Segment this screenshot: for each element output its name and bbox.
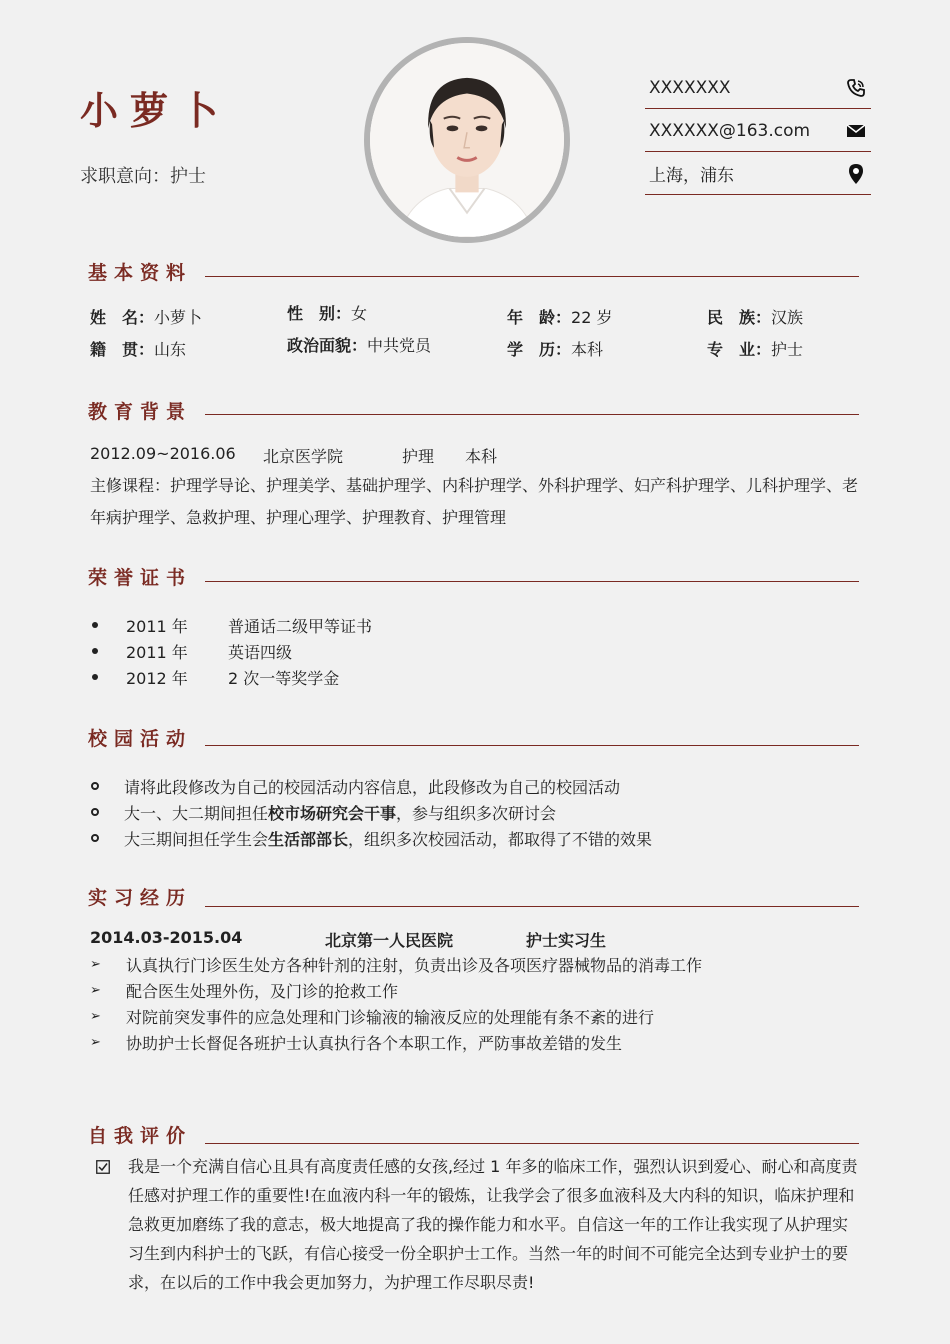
arrow-bullet-icon: ➢ bbox=[90, 982, 101, 998]
job-target-value: 护士 bbox=[170, 166, 206, 187]
honors-list bbox=[88, 612, 372, 690]
edu-major: 护理 bbox=[402, 447, 435, 466]
section-divider bbox=[205, 1143, 859, 1144]
list-item: 请将此段修改为自己的校园活动内容信息，此段修改为自己的校园活动 bbox=[88, 773, 652, 799]
edu-courses-line1: 主修课程：护理学导论、护理美学、基础护理学、内科护理学、外科护理学、妇产科护理学、儿科护理学、老 bbox=[90, 476, 859, 495]
info-political: 政治面貌：中共党员 bbox=[287, 336, 432, 355]
profile-photo bbox=[364, 37, 570, 243]
bullet-ring-icon bbox=[91, 782, 99, 790]
edu-degree: 本科 bbox=[465, 447, 498, 466]
self-evaluation-text: 我是一个充满自信心且具有高度责任感的女孩,经过 1 年多的临床工作，强烈认识到爱心、耐心和高度责任感对护理工作的重要性!在血液内科一年的锻炼，让我学会了很多血液科及大内科的知识，临床护理和急救更加磨练了我的意志，极大地提高了我的操作能力和水平。自信这一年的工作让我实现了从护理实习生到内科护士的飞跃，有信心接受一份全职护士工作。当然一年的时间不可能完全达到专业护士的要求，在以后的工作中我会更加努力，为护理工作尽职尽责! bbox=[128, 1157, 858, 1292]
section-title-campus: 校园活动 bbox=[88, 728, 193, 750]
info-education: 学 历：本科 bbox=[507, 340, 604, 359]
map-pin-icon bbox=[845, 163, 867, 185]
bullet-dot-icon bbox=[92, 622, 98, 628]
edu-courses-line2: 年病护理学、急救护理、护理心理学、护理教育、护理管理 bbox=[90, 508, 507, 527]
email-text: XXXXXX@163.com bbox=[649, 120, 811, 141]
edu-school: 北京医学院 bbox=[263, 447, 344, 466]
info-ethnicity: 民 族：汉族 bbox=[707, 308, 804, 327]
info-gender: 性 别：女 bbox=[287, 304, 368, 323]
contact-location bbox=[645, 153, 871, 195]
location-text: 上海，浦东 bbox=[649, 166, 734, 186]
section-title-basic: 基本资料 bbox=[88, 262, 193, 284]
phone-icon bbox=[845, 77, 867, 99]
phone-text: XXXXXXX bbox=[649, 77, 731, 98]
info-name: 姓 名：小萝卜 bbox=[90, 308, 203, 327]
list-item: 2011 年 普通话二级甲等证书 bbox=[88, 612, 372, 638]
section-divider bbox=[205, 414, 859, 415]
list-item: ➢ 配合医生处理外伤，及门诊的抢救工作 bbox=[90, 981, 399, 1001]
section-divider bbox=[205, 745, 859, 746]
intern-period: 2014.03-2015.04 bbox=[90, 928, 243, 947]
section-title-self: 自我评价 bbox=[88, 1125, 193, 1147]
bullet-dot-icon bbox=[92, 674, 98, 680]
edu-period: 2012.09~2016.06 bbox=[90, 444, 236, 463]
section-divider bbox=[205, 906, 859, 907]
intern-hospital: 北京第一人民医院 bbox=[325, 931, 454, 950]
info-major: 专 业：护士 bbox=[707, 340, 804, 359]
list-item: ➢ 协助护士长督促各班护士认真执行各个本职工作，严防事故差错的发生 bbox=[90, 1033, 623, 1053]
campus-list bbox=[88, 773, 652, 851]
contact-email bbox=[645, 110, 871, 152]
job-target bbox=[80, 162, 206, 188]
candidate-name: 小萝卜 bbox=[80, 89, 231, 133]
list-item: ➢ 认真执行门诊医生处方各种针剂的注射，负责出诊及各项医疗器械物品的消毒工作 bbox=[90, 955, 703, 975]
section-title-education: 教育背景 bbox=[88, 401, 193, 423]
info-hometown: 籍 贯：山东 bbox=[90, 340, 187, 359]
bullet-ring-icon bbox=[91, 808, 99, 816]
job-target-label: 求职意向： bbox=[80, 166, 170, 187]
section-divider bbox=[205, 581, 859, 582]
checkbox-icon bbox=[96, 1159, 110, 1173]
section-title-honors: 荣誉证书 bbox=[88, 567, 193, 589]
portrait-image bbox=[370, 43, 564, 237]
list-item: 2012 年 2 次一等奖学金 bbox=[88, 664, 372, 690]
section-divider bbox=[205, 276, 859, 277]
list-item: ➢ 对院前突发事件的应急处理和门诊输液的输液反应的处理能有条不紊的进行 bbox=[90, 1007, 655, 1027]
section-title-intern: 实习经历 bbox=[88, 887, 193, 909]
intern-position: 护士实习生 bbox=[526, 931, 607, 950]
arrow-bullet-icon: ➢ bbox=[90, 1034, 101, 1050]
list-item: 大三期间担任学生会 生活部部长 ，组织多次校园活动，都取得了不错的效果 bbox=[88, 825, 652, 851]
contact-phone bbox=[645, 67, 871, 109]
info-age: 年 龄：22 岁 bbox=[507, 308, 613, 327]
arrow-bullet-icon: ➢ bbox=[90, 1008, 101, 1024]
list-item: 2011 年 英语四级 bbox=[88, 638, 372, 664]
list-item: 大一、大二期间担任 校市场研究会干事 ，参与组织多次研讨会 bbox=[88, 799, 652, 825]
arrow-bullet-icon: ➢ bbox=[90, 956, 101, 972]
intern-list bbox=[88, 951, 702, 1055]
bullet-dot-icon bbox=[92, 648, 98, 654]
bullet-ring-icon bbox=[91, 834, 99, 842]
envelope-icon bbox=[845, 120, 867, 142]
